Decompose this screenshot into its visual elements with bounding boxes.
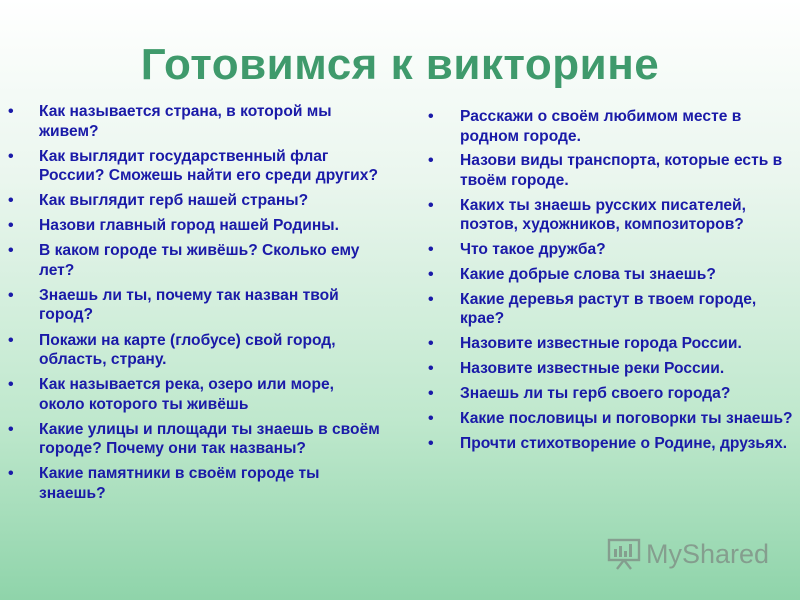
myshared-watermark (606, 534, 776, 574)
question-text: Каких ты знаешь русских писателей, поэтов, художников, композиторов? (460, 196, 746, 234)
question-item (428, 359, 800, 379)
left-question-list (8, 102, 383, 509)
question-item (8, 241, 383, 280)
question-text: Назовите известные реки России. (460, 360, 725, 378)
question-text: Прочти стихотворение о Родине, друзьях. (460, 434, 788, 452)
question-text: Какие пословицы и поговорки ты знаешь? (460, 410, 793, 428)
watermark-text: MyShared (646, 538, 770, 569)
bullet-icon: • (428, 385, 434, 403)
bullet-icon: • (8, 465, 14, 483)
question-text: Как называется страна, в которой мы живем? (39, 103, 332, 140)
question-item (428, 384, 800, 404)
right-question-list (428, 107, 800, 459)
bullet-icon: • (8, 147, 14, 165)
question-text: Назови виды транспорта, которые есть в твоём городе. (460, 152, 783, 189)
question-item (428, 265, 800, 285)
question-text: Что такое дружба? (460, 241, 606, 259)
question-text: В каком городе ты живёшь? Сколько ему лет? (39, 242, 360, 279)
question-item (8, 147, 383, 186)
slide-title: Готовимся к викторине (140, 40, 660, 89)
bullet-icon: • (428, 266, 434, 284)
question-text: Покажи на карте (глобусе) свой город, область, страну. (39, 331, 336, 369)
question-item (428, 409, 800, 429)
question-item (8, 464, 383, 503)
question-text: Знаешь ли ты герб своего города? (460, 385, 731, 403)
bullet-icon: • (428, 360, 434, 378)
presentation-board-icon (606, 536, 642, 572)
bullet-icon: • (8, 103, 14, 120)
bullet-icon: • (428, 241, 434, 259)
question-item (8, 286, 383, 325)
question-text: Какие памятники в своём городе ты знаешь? (39, 465, 320, 502)
question-item (8, 420, 383, 459)
bullet-icon: • (428, 335, 434, 353)
question-text: Как называется река, озеро или море, около которого ты живёшь (39, 376, 334, 413)
question-text: Назови главный город нашей Родины. (39, 217, 339, 235)
bullet-icon: • (428, 152, 434, 170)
question-text: Какие улицы и площади ты знаешь в своём городе? Почему они так названы? (39, 420, 380, 458)
question-text: Как выглядит государственный флаг России? Сможешь найти его среди других? (39, 147, 378, 185)
bullet-icon: • (8, 286, 14, 304)
question-item (428, 107, 800, 146)
bullet-icon: • (8, 217, 14, 235)
question-text: Назовите известные города России. (460, 335, 742, 353)
question-item (428, 434, 800, 454)
bullet-icon: • (428, 108, 434, 125)
question-item (428, 240, 800, 260)
bullet-icon: • (8, 331, 14, 349)
question-item (428, 196, 800, 235)
question-item (8, 375, 383, 414)
question-text: Какие добрые слова ты знаешь? (460, 266, 716, 284)
question-text: Какие деревья растут в твоем городе, крае? (460, 290, 757, 328)
question-text: Как выглядит герб нашей страны? (39, 192, 309, 210)
question-item (8, 216, 383, 236)
bullet-icon: • (8, 420, 14, 438)
question-item (428, 290, 800, 329)
question-text: Расскажи о своём любимом месте в родном городе. (460, 108, 742, 145)
question-item (8, 191, 383, 211)
question-text: Знаешь ли ты, почему так назван твой город? (39, 286, 339, 324)
question-item (8, 102, 383, 141)
question-item (8, 331, 383, 370)
bullet-icon: • (8, 192, 14, 210)
bullet-icon: • (8, 376, 14, 394)
question-item (428, 334, 800, 354)
bullet-icon: • (428, 196, 434, 214)
bullet-icon: • (428, 410, 434, 428)
bullet-icon: • (428, 290, 434, 308)
question-item (428, 151, 800, 190)
bullet-icon: • (8, 242, 14, 260)
bullet-icon: • (428, 434, 434, 452)
